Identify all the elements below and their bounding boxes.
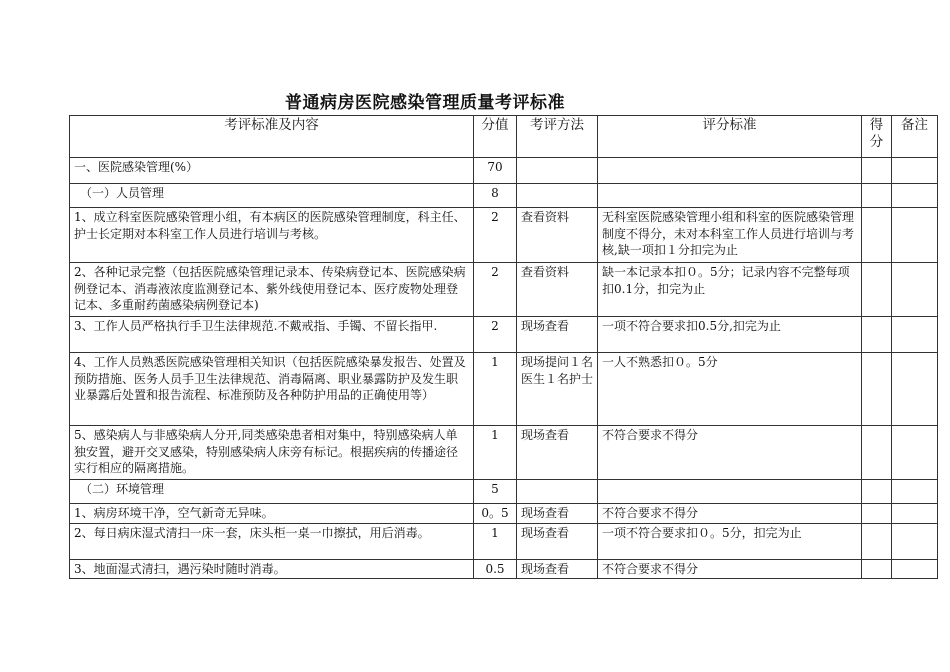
- row-obtained: [862, 523, 892, 559]
- row-content: 5、感染病人与非感染病人分开,同类感染患者相对集中，特别感染病人单独安置，避开交叉感染，特别感染病人床旁有标记。根据疾病的传播途径实行相应的隔离措施。: [70, 426, 474, 480]
- row-score: 5: [474, 480, 517, 504]
- row-score: 8: [474, 184, 517, 208]
- row-method: 查看资料: [517, 208, 598, 263]
- row-remarks: [892, 504, 938, 524]
- row-obtained: [862, 184, 892, 208]
- row-obtained: [862, 158, 892, 184]
- row-criteria: 不符合要求不得分: [598, 426, 862, 480]
- table-row: [70, 263, 938, 317]
- row-obtained: [862, 504, 892, 524]
- row-content: 1、病房环境干净，空气新奇无异味。: [70, 504, 474, 524]
- row-obtained: [862, 426, 892, 480]
- row-score: 0。5: [474, 504, 517, 524]
- row-content: 2、每日病床湿式清扫一床一套，床头柜一桌一巾擦拭，用后消毒。: [70, 523, 474, 559]
- row-score: 70: [474, 158, 517, 184]
- table-row: [70, 158, 938, 184]
- table-row: [70, 208, 938, 263]
- row-score: 1: [474, 426, 517, 480]
- table-row: [70, 523, 938, 559]
- row-criteria: 一项不符合要求扣０。5分，扣完为止: [598, 523, 862, 559]
- row-criteria: 无科室医院感染管理小组和科室的医院感染管理制度不得分，未对本科室工作人员进行培训与考核,缺一项扣１分扣完为止: [598, 208, 862, 263]
- row-method: 现场查看: [517, 504, 598, 524]
- row-method: 现场查看: [517, 523, 598, 559]
- row-content: 3、工作人员严格执行手卫生法律规范.不戴戒指、手镯、不留长指甲.: [70, 317, 474, 353]
- row-remarks: [892, 353, 938, 426]
- table-row: [70, 317, 938, 353]
- row-remarks: [892, 158, 938, 184]
- row-method: 现场查看: [517, 317, 598, 353]
- row-criteria: 不符合要求不得分: [598, 504, 862, 524]
- row-obtained: [862, 317, 892, 353]
- row-criteria: [598, 184, 862, 208]
- row-score: 2: [474, 208, 517, 263]
- row-remarks: [892, 426, 938, 480]
- row-method: 现场查看: [517, 559, 598, 579]
- row-content: （二）环境管理: [70, 480, 474, 504]
- header-remarks: 备注: [892, 116, 938, 158]
- row-remarks: [892, 480, 938, 504]
- table-row: [70, 504, 938, 524]
- row-remarks: [892, 208, 938, 263]
- header-content: 考评标准及内容: [70, 116, 474, 158]
- header-criteria: 评分标准: [598, 116, 862, 158]
- row-content: 4、工作人员熟悉医院感染管理相关知识（包括医院感染暴发报告、处置及预防措施、医务人员手卫生法律规范、消毒隔离、职业暴露防护及发生职业暴露后处置和报告流程、标准预防及各种防护用品的正确使用等）: [70, 353, 474, 426]
- row-content: 3、地面湿式清扫，遇污染时随时消毒。: [70, 559, 474, 579]
- row-remarks: [892, 559, 938, 579]
- row-method: [517, 480, 598, 504]
- row-score: 0.5: [474, 559, 517, 579]
- row-method: 现场提问１名医生１名护士: [517, 353, 598, 426]
- row-method: 查看资料: [517, 263, 598, 317]
- row-obtained: [862, 559, 892, 579]
- header-method: 考评方法: [517, 116, 598, 158]
- table-row: [70, 559, 938, 579]
- row-remarks: [892, 523, 938, 559]
- row-score: 2: [474, 263, 517, 317]
- row-criteria: 缺一本记录本扣０。5分；记录内容不完整每项扣0.1分，扣完为止: [598, 263, 862, 317]
- row-method: [517, 184, 598, 208]
- row-method: 现场查看: [517, 426, 598, 480]
- row-criteria: [598, 480, 862, 504]
- row-remarks: [892, 263, 938, 317]
- row-content: 一、医院感染管理(%）: [70, 158, 474, 184]
- table-header-row: [70, 116, 938, 158]
- document-title: 普通病房医院感染管理质量考评标准: [285, 93, 565, 113]
- row-score: 2: [474, 317, 517, 353]
- row-remarks: [892, 317, 938, 353]
- row-content: （一）人员管理: [70, 184, 474, 208]
- table-row: [70, 480, 938, 504]
- row-criteria: [598, 158, 862, 184]
- row-obtained: [862, 208, 892, 263]
- row-obtained: [862, 480, 892, 504]
- header-obtained: 得分: [862, 116, 892, 158]
- row-content: 1、成立科室医院感染管理小组，有本病区的医院感染管理制度，科主任、护士长定期对本科室工作人员进行培训与考核。: [70, 208, 474, 263]
- row-remarks: [892, 184, 938, 208]
- table-row: [70, 426, 938, 480]
- row-method: [517, 158, 598, 184]
- row-criteria: 一项不符合要求扣0.5分,扣完为止: [598, 317, 862, 353]
- evaluation-table: [69, 115, 938, 579]
- table-row: [70, 353, 938, 426]
- row-criteria: 一人不熟悉扣０。5分: [598, 353, 862, 426]
- header-score: 分值: [474, 116, 517, 158]
- table-row: [70, 184, 938, 208]
- row-criteria: 不符合要求不得分: [598, 559, 862, 579]
- row-score: 1: [474, 353, 517, 426]
- row-content: 2、各种记录完整（包括医院感染管理记录本、传染病登记本、医院感染病例登记本、消毒液浓度监测登记本、紫外线使用登记本、医疗废物处理登记本、多重耐药菌感染病例登记本): [70, 263, 474, 317]
- row-score: 1: [474, 523, 517, 559]
- row-obtained: [862, 263, 892, 317]
- row-obtained: [862, 353, 892, 426]
